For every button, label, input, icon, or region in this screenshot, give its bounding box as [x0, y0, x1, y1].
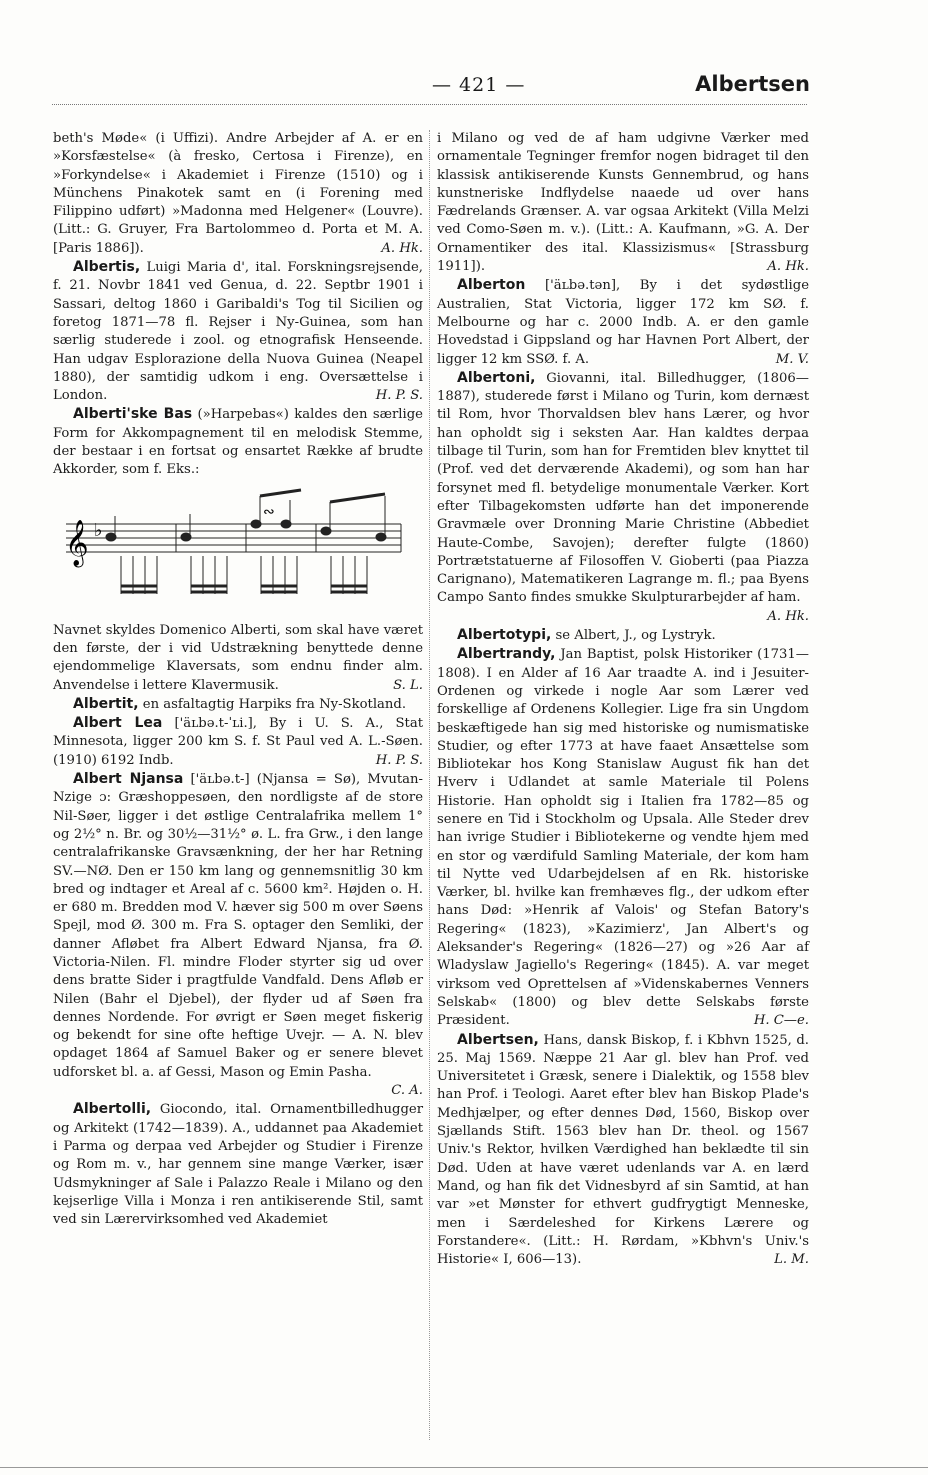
- entry-text: Jan Baptist, polsk Historiker (1731—1808). I en Alder af 16 Aar traadte A. ind i Jesuiter-Ordenen og virkede i nogle Aar som Lærer ved forskellige af Ordenens Kollegier. Lige fra sin Ungdom beskæftigede han sig med historiske og numismatiske Studier, og efter 1773 at have faaet Ansættelse som Bibliotekar hos Kong Stanislaw August fik han det Hverv i Udlandet at samle Materiale til Polens Historie. Han opholdt sig i Italien fra 1782—85 og senere en Tid i Stockholm og Upsala. Alle Steder drev han ivrige Studier i Bibliotekerne og vendte hjem med en stor og værdifuld Samling Materiale, der kom ham til Nytte ved Udarbejdelsen af en Rk. historiske Værker, bl. hvilke kan fremhæves flg., der udkom efter hans Død: »Henrik af Valois' og Stefan Batory's Regering« (1823), »Kazimierz', Jan Albert's og Aleksander's Regering« (1826—27) og »26 Aar af Wladyslaw Jagiello's Regering« (1845). A. var meget virksom ved Oprettelsen af »Videnskabernes Venners Selskab« (1800) og blev dette Selskabs første Præsident.: [437, 647, 809, 1029]
- entry-text: i Milano og ved de af ham udgivne Værker med ornamentale Tegninger fremfor nogen bidraget til den klassisk antikiserende Kunsts Gennembrud, og hans kunstneriske Indflydelse naaede ud over hans Fædrelands Grænser. A. var ogsaa Arkitekt (Villa Melzi ved Como-Søen m. v.). (Litt.: A. Kaufmann, »G. A. Der Ornamentiker des ital. Klassizismus« [Strassburg 1911]).: [437, 131, 809, 275]
- entry-albertoni: [437, 369, 809, 626]
- entry-text: ['äʟbə.tən], By i det sydøstlige Australien, Stat Victoria, ligger 172 km SØ. f. Melbourne og har c. 2000 Indb. A. er den gamle Hovedstad i Gippsland og har Havnen Port Albert, der ligger 12 km SSØ. f. A.: [437, 278, 809, 367]
- entry-text: ['äʟbə.t-ˈʟi.], By i U. S. A., Stat Minnesota, ligger 200 km S. f. St Paul ved A. L.-Søen. (1910) 6192 Indb.: [53, 716, 423, 768]
- headword: Albertoni,: [457, 369, 536, 386]
- headword: Albertolli,: [73, 1101, 152, 1118]
- author-signature: A. Hk.: [381, 240, 423, 256]
- footer-rule: [0, 1467, 928, 1468]
- author-signature: H. P. S.: [375, 388, 423, 404]
- entry-albertsen: [437, 1031, 809, 1270]
- music-notation-example: [61, 486, 406, 606]
- page-header: [52, 74, 810, 104]
- entry-text: (»Harpebas«) kaldes den særlige Form for Akkompagnement til en melodisk Stemme, der bestaar i en fortsat og ensartet Række af brudte Akkorder, som f. Eks.:: [53, 407, 423, 478]
- entry-alberton: [437, 276, 809, 368]
- left-column: [53, 130, 423, 1229]
- author-signature: H. C—e.: [753, 1013, 809, 1029]
- headword: Alberti'ske Bas: [73, 406, 193, 423]
- trill-mark: ∾: [263, 503, 275, 520]
- right-column: [437, 130, 809, 1269]
- bass-broken-chords: [121, 556, 367, 594]
- entry-albertinelli-cont: [53, 130, 423, 258]
- entry-albertotypi: [437, 626, 809, 645]
- entry-albertiske-bas: [53, 405, 423, 479]
- entry-text: beth's Møde« (i Uffizi). Andre Arbejder af A. er en »Korsfæstelse« (à fresko, Certosa i Firenze), en »Forkyndelse« i Akademiet i Firenze (1510) og i Münchens Pinakotek samt en (i Forening med Filippino udført) »Madonna med Helgener« (Louvre). (Litt.: G. Gruyer, Fra Bartolommeo d. Porta et M. A. [Paris 1886]).: [53, 131, 423, 256]
- headword: Albertotypi,: [457, 627, 552, 644]
- headword: Albertsen,: [457, 1031, 539, 1048]
- entry-text: se Albert, J., og Lystryk.: [555, 628, 716, 644]
- entry-text: en asfaltagtig Harpiks fra Ny-Skotland.: [142, 696, 407, 712]
- entry-albert-lea: [53, 714, 423, 770]
- entry-albert-njansa: [53, 770, 423, 1100]
- entry-albertolli: [53, 1100, 423, 1229]
- author-signature: M. V.: [775, 351, 809, 367]
- flat-sign: ♭: [94, 519, 103, 541]
- header-rule: [52, 104, 807, 105]
- entry-albertolli-cont: [437, 130, 809, 276]
- entry-text: Navnet skyldes Domenico Alberti, som skal have været den første, der i vid Udstrækning benyttede denne ejendommelige Klaversats, som endnu finder alm. Anvendelse i lettere Klavermusik.: [53, 622, 423, 693]
- entry-albertrandy: [437, 645, 809, 1030]
- entry-albertit: [53, 695, 423, 714]
- entry-albertiske-bas-cont: [53, 622, 423, 695]
- author-signature: S. L.: [393, 677, 423, 693]
- entry-text: Hans, dansk Biskop, f. i Kbhvn 1525, d. 25. Maj 1569. Næppe 21 Aar gl. blev han Prof. ved Universitetet i Græsk, senere i Dialektik, og 1558 blev han Prof. i Teologi. Aaret efter blev han Biskop Plade's Medhjælper, og efter dennes Død, 1560, Biskop over Sjællands Stift. 1563 blev han Dr. theol. og 1567 Univ.'s Rektor, hvilken Værdighed han beklædte til sin Død. Uden at have været udenlands var A. en lærd Mand, og han fik det Vidnesbyrd af sin Samtid, at han var »et Mønster for ethvert gudfrygtigt Menneske, men i Særdeleshed for Kirkens Lærere og Forstandere«. (Litt.: H. Rørdam, »Kbhvn's Univ.'s Historie« I, 606—13).: [437, 1032, 809, 1268]
- headword: Alberton: [457, 277, 526, 294]
- entry-text: Giocondo, ital. Ornamentbilledhugger og Arkitekt (1742—1839). A., uddannet paa Akademiet i Parma og derpaa ved Arbejder og Studier i Firenze og Rom m. v., har gennem sine mange Værker, især Udsmykninger af Sale i Palazzo Reale i Milano og den kejserlige Villa i Monza i ren antikiserende Stil, samt ved sin Lærervirksomhed ved Akademiet: [53, 1102, 423, 1228]
- running-head: Albertsen: [695, 72, 810, 96]
- entry-text: ['äʟbə.t-] (Njansa = Sø), Mvutan-Nzige ɔ: Græshoppesøen, den nordligste af de store Nil-Søer, ligger i det østlige Centralafrika mellem 1° og 2½° n. Br. og 30½—31½° ø. L. fra Grw., i den lange centralafrikanske Gravsænkning, der her har Retning SV.—NØ. Den er 150 km lang og gennemsnitlig 30 km bred og indtager et Areal af c. 5600 km². Højden o. H. er 680 m. Bredden mod V. hæver sig 500 m over Søens Spejl, mod Ø. 300 m. Fra S. optager den Semliki, der danner Afløbet fra Albert Edward Njansa, fra Ø. Victoria-Nilen. Fl. mindre Floder styrter sig ud over dens bratte Sider i pragtfulde Vandfald. Dens Afløb er Nilen (Bahr el Djebel), der flyder ud af Søen fra dennes Nordende. For øvrigt er Søen meget fiskerig og bekendt for sine ofte heftige Uvejr. — A. N. blev opdaget 1864 af Samuel Baker og er senere blevet udforsket bl. a. af Gessi, Mason og Emin Pasha.: [53, 772, 423, 1080]
- entry-text: Giovanni, ital. Billedhugger, (1806—1887), studerede først i Milano og Turin, kom dernæst til Rom, hvor Thorvaldsen blev hans Lærer, og hvor han opholdt sig i seksten Aar. Han kaldtes derpaa tilbage til Turin, som han for Fremtiden blev knyttet til (Prof. ved det derværende Akademi), og som han har forsynet med fl. betydelige monumentale Værker. Kort efter Tilbagekomsten udførte han det imponerende Gravmæle over Dronning Marie Christine (Abbediet Haute-Combe, Savojen); derefter fulgte (1860) Portrætstatuerne af Filosoffen V. Gioberti (paa Piazza Carignano), Matematikeren Lagrange m. fl.; paa Byens Campo Santo findes smukke Skulpturarbejder af ham.: [437, 370, 809, 606]
- author-signature: H. P. S.: [375, 752, 423, 768]
- author-signature: L. M.: [774, 1252, 809, 1268]
- page-number: — 421 —: [432, 74, 526, 96]
- column-divider: [429, 130, 430, 1440]
- headword: Albertis,: [73, 259, 141, 276]
- headword: Albert Njansa: [73, 771, 184, 788]
- author-signature: C. A.: [391, 1083, 423, 1099]
- author-signature: A. Hk.: [767, 259, 809, 275]
- headword: Albertit,: [73, 695, 139, 712]
- treble-clef: 𝄞: [65, 519, 89, 566]
- entry-albertis: [53, 258, 423, 405]
- headword: Albert Lea: [73, 715, 163, 732]
- headword: Albertrandy,: [457, 646, 556, 663]
- entry-text: Luigi Maria d', ital. Forskningsrejsende, f. 21. Novbr 1841 ved Genua, d. 22. Septbr 1901 i Sassari, deltog 1860 i Garibaldi's Tog til Sicilien og foretog 1871—78 fl. Rejser i Ny-Guinea, som han særlig studerede i zool. og etnografisk Henseende. Han udgav Esplorazione della Nuova Guinea (Neapel 1880), der samtidig udkom i eng. Oversættelse i London.: [53, 260, 423, 404]
- author-signature: A. Hk.: [767, 608, 809, 624]
